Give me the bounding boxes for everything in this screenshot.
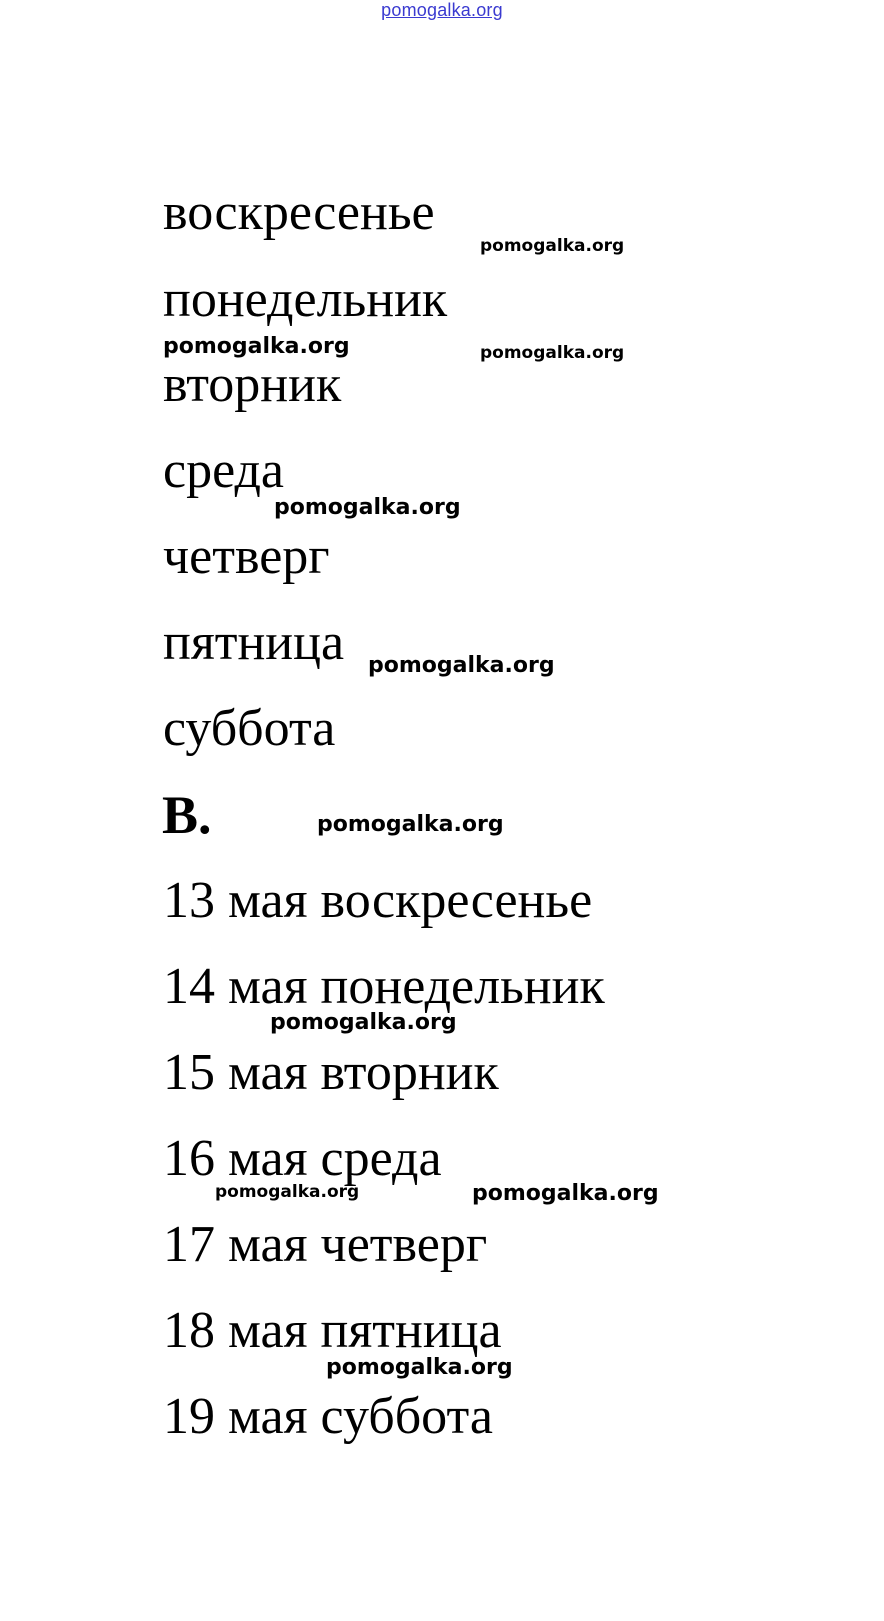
- watermark: pomogalka.org: [215, 1182, 360, 1202]
- watermark: pomogalka.org: [163, 334, 350, 359]
- weekday-wednesday: среда: [163, 442, 285, 499]
- watermark: pomogalka.org: [480, 236, 625, 256]
- dated-day-19: 19 мая суббота: [163, 1388, 493, 1445]
- watermark: pomogalka.org: [317, 812, 504, 837]
- watermark: pomogalka.org: [472, 1181, 659, 1206]
- dated-day-17: 17 мая четверг: [163, 1216, 488, 1273]
- watermark: pomogalka.org: [480, 343, 625, 363]
- weekday-friday: пятница: [163, 614, 345, 671]
- weekday-sunday: воскресенье: [163, 184, 435, 241]
- section-letter: В.: [162, 785, 212, 845]
- dated-day-18: 18 мая пятница: [163, 1302, 502, 1359]
- weekday-tuesday: вторник: [163, 356, 342, 413]
- weekday-monday: понедельник: [163, 271, 448, 328]
- dated-day-13: 13 мая воскресенье: [163, 872, 593, 929]
- watermark: pomogalka.org: [326, 1355, 513, 1380]
- header-site-link[interactable]: pomogalka.org: [381, 0, 503, 20]
- weekday-saturday: суббота: [163, 700, 336, 757]
- watermark: pomogalka.org: [368, 653, 555, 678]
- weekday-thursday: четверг: [163, 528, 330, 585]
- dated-day-15: 15 мая вторник: [163, 1044, 499, 1101]
- dated-day-16: 16 мая среда: [163, 1130, 442, 1187]
- dated-day-14: 14 мая понедельник: [163, 958, 605, 1015]
- watermark: pomogalka.org: [274, 495, 461, 520]
- watermark: pomogalka.org: [270, 1010, 457, 1035]
